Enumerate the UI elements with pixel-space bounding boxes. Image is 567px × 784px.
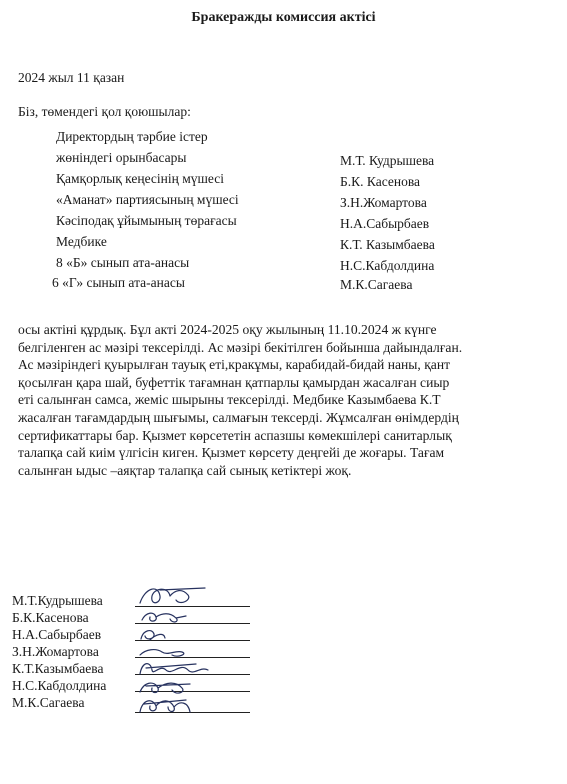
member-name: М.К.Сагаева [340, 277, 413, 292]
signatory-name: М.К.Сагаева [12, 695, 85, 710]
member-role: «Аманат» партиясының мүшесі [56, 192, 239, 207]
act-date: 2024 жыл 11 қазан [18, 70, 125, 85]
member-name: Б.К. Касенова [340, 174, 421, 189]
member-name: Н.А.Сабырбаев [340, 216, 430, 231]
signature-5 [140, 664, 208, 674]
body-line: осы актіні құрдық. Бұл акті 2024-2025 оқу жылының 11.10.2024 ж күнге [18, 322, 437, 337]
member-name: К.Т. Казымбаева [340, 237, 435, 252]
signatory-name: М.Т.Кудрышева [12, 593, 103, 608]
body-line: қосылған қара шай, буфеттік тағамнан қатпарлы қамырдан жасалған сиыр [18, 374, 450, 390]
member-role: Директордың тәрбие істер [56, 129, 208, 144]
member-role: Кәсіподақ ұйымының төрағасы [56, 213, 237, 228]
signature-1 [140, 588, 205, 603]
member-role: 6 «Г» сынып ата-анасы [52, 275, 185, 290]
body-line: жасалған тағамдардың шығымы, салмағын тексерді. Жұмсалған өнімдердің [18, 409, 459, 425]
member-name: Н.С.Кабдолдина [340, 258, 435, 273]
signature-line [135, 657, 250, 658]
signature-line [135, 640, 250, 641]
act-body [18, 321, 558, 479]
member-role: Медбике [56, 234, 107, 249]
signatory-name: Н.А.Сабырбаев [12, 627, 102, 642]
body-line: сертификаттары бар. Қызмет көрсететін аспазшы көмекшілері санитарлық [18, 427, 452, 443]
signatory-name: З.Н.Жомартова [12, 644, 99, 659]
signature-line [135, 691, 250, 692]
member-role: Қамқорлық кеңесінің мүшесі [56, 171, 225, 186]
member-name: З.Н.Жомартова [340, 195, 427, 210]
document-title: Бракеражды комиссия актісі [191, 10, 376, 25]
member-role: 8 «Б» сынып ата-анасы [56, 255, 190, 270]
signature-4 [140, 650, 184, 656]
signatory-name: Б.К.Касенова [12, 610, 89, 625]
signature-line [135, 623, 250, 624]
signature-3 [141, 631, 165, 640]
intro-line: Біз, төмендегі қол қоюшылар: [18, 104, 191, 119]
signature-line [135, 606, 250, 607]
signatory-name: К.Т.Казымбаева [12, 661, 104, 676]
body-line: талапқа сай киім үлгісін киген. Қызмет көрсету деңгейі де жоғары. Тағам [18, 445, 445, 461]
signature-line [135, 712, 250, 713]
member-name: М.Т. Кудрышева [340, 153, 435, 168]
signature-line [135, 674, 250, 675]
body-line: салынған ыдыс –аяқтар талапқа сай сынық кетіктері жоқ. [18, 462, 352, 478]
body-line: еті салынған самса, жеміс шырыны тексерілді. Медбике Казымбаева К.Т [18, 392, 441, 408]
body-line: Ас мәзіріндегі қуырылған тауық еті,кракұмы, карабидай-бидай наны, қант [18, 357, 451, 373]
body-line: белгіленген ас мәзірі тексерілді. Ас мәзірі бекітілген бойынша дайындалған. [18, 339, 463, 355]
signature-7 [140, 700, 190, 712]
member-role: жөніндегі орынбасары [56, 150, 187, 165]
signatory-name: Н.С.Кабдолдина [12, 678, 107, 693]
signature-2 [142, 613, 186, 622]
